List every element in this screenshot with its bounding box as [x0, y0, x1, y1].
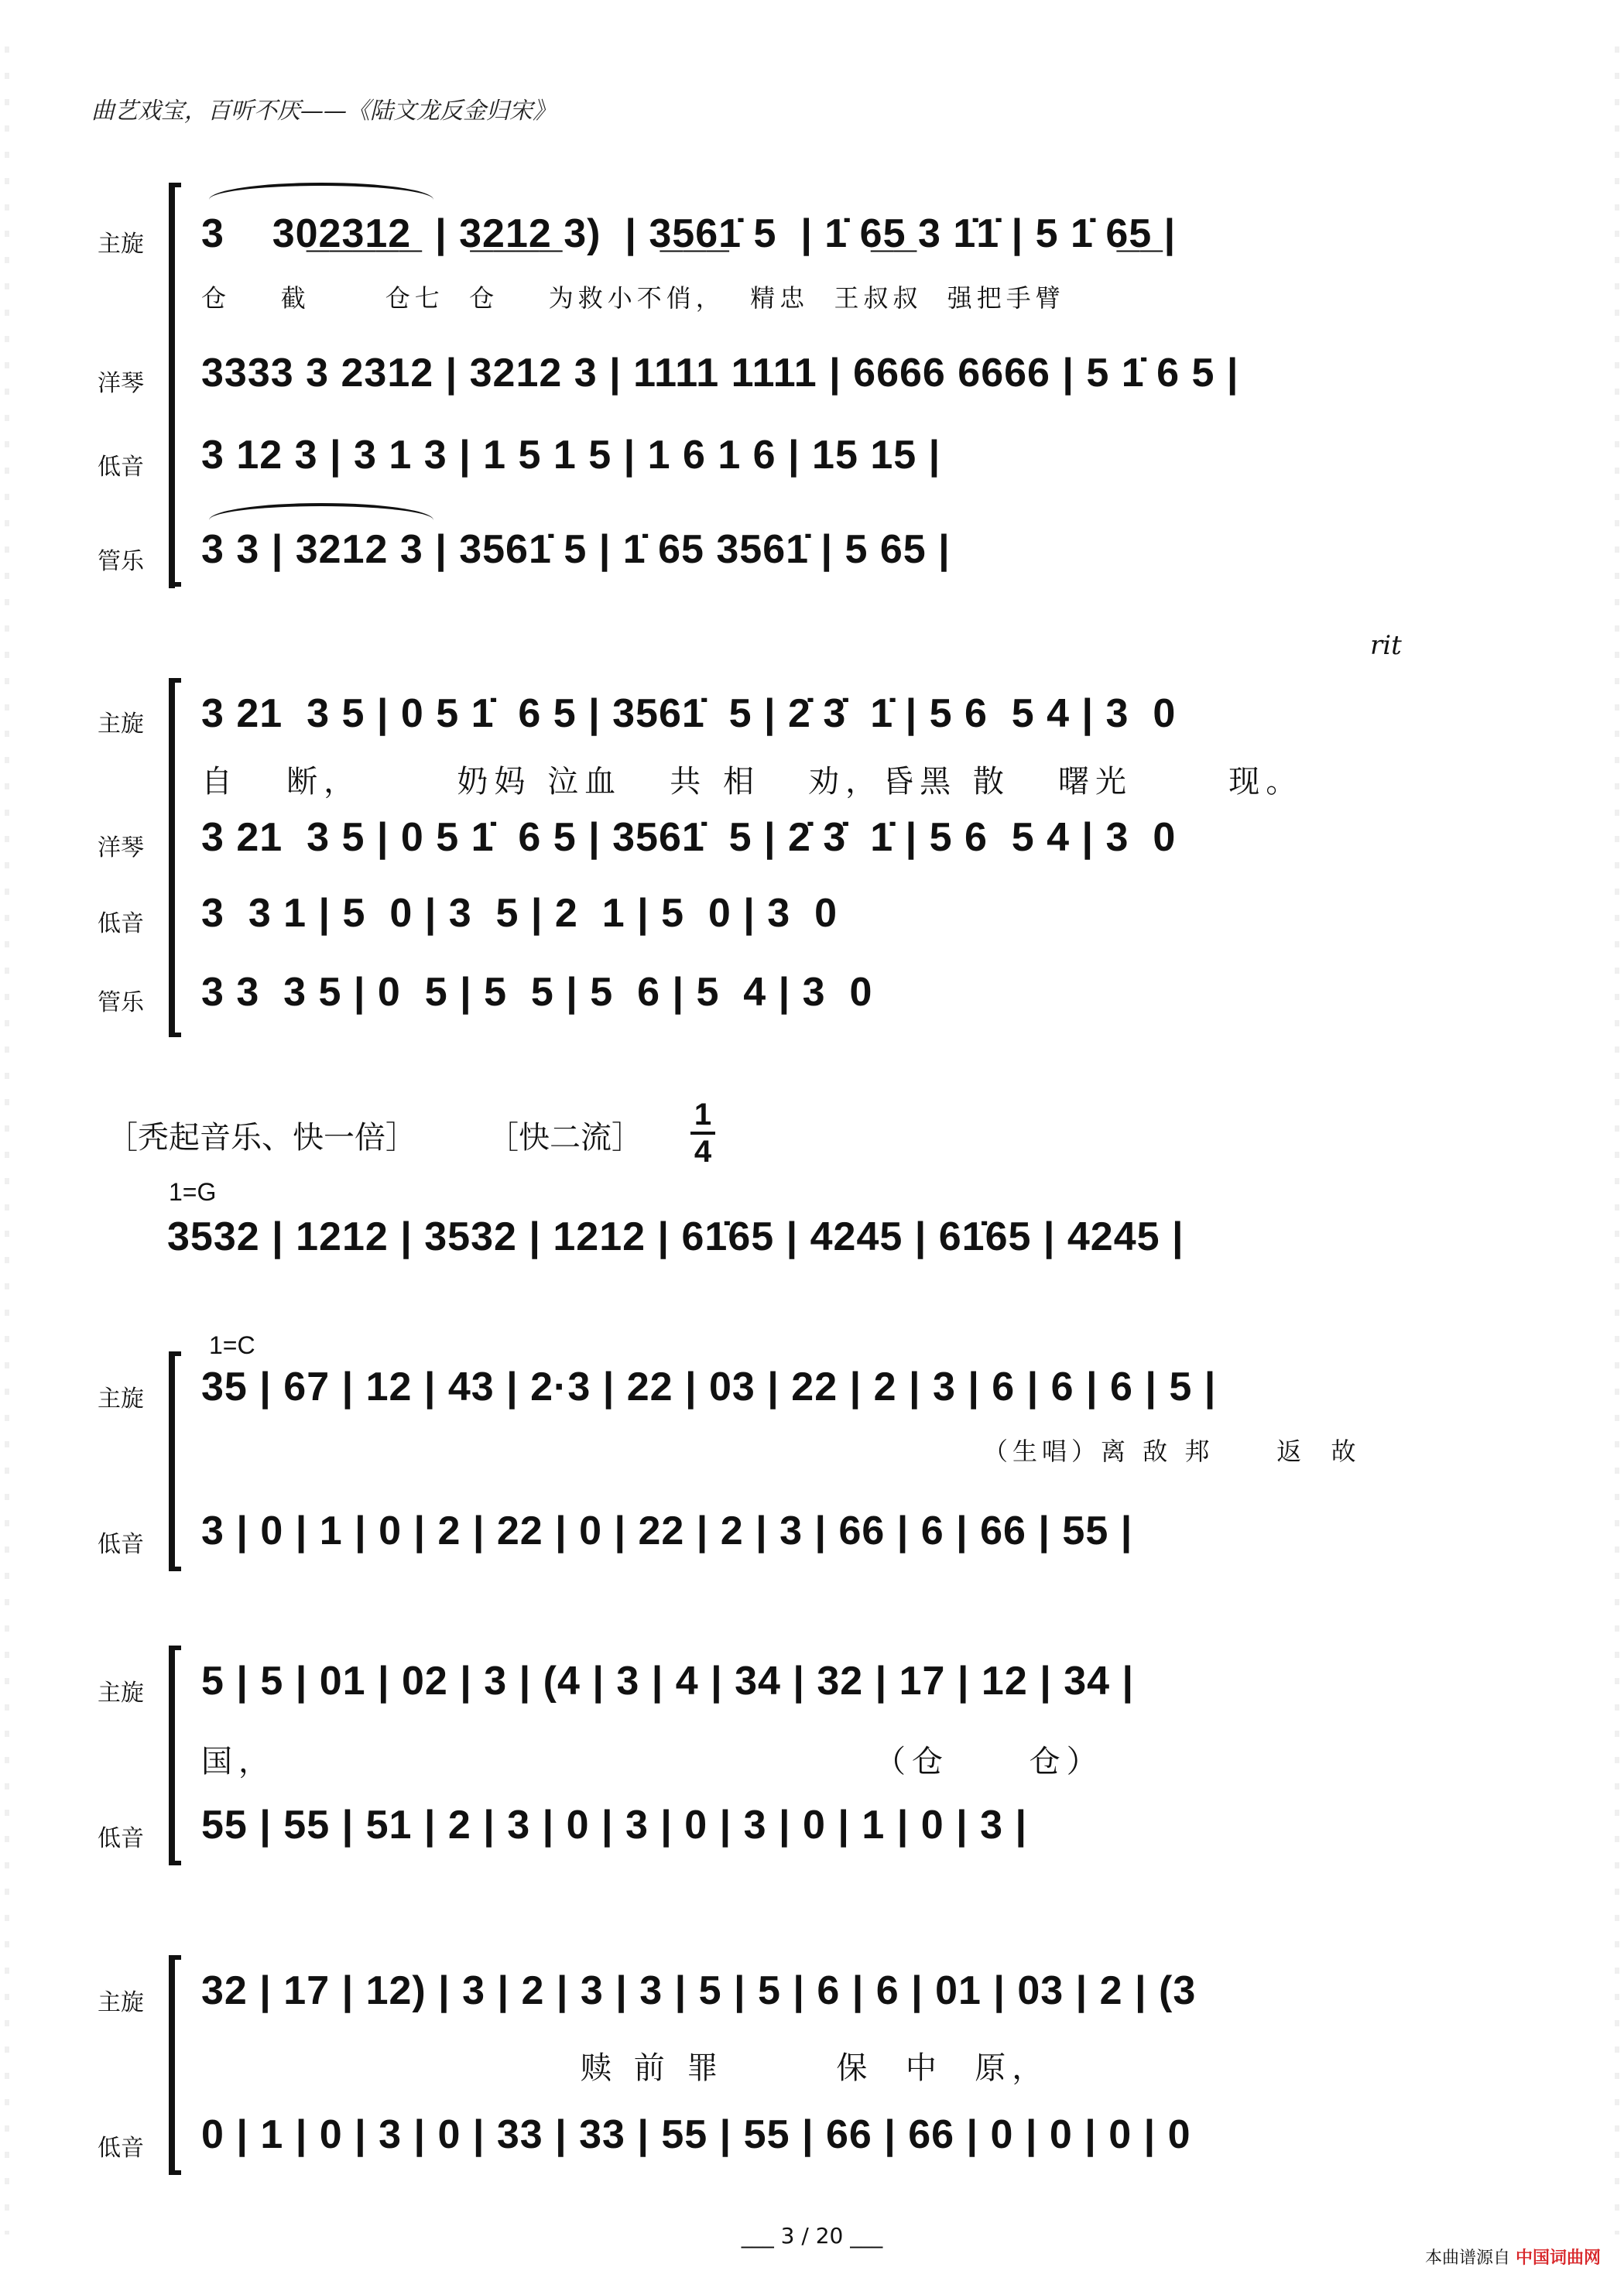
system-5	[85, 1625, 1531, 1873]
system1-yangqin-notes: 3333 3 2312 | 3212 3 | 1111 1111 | 6666 6666 | 5 1̇ 6 5 |	[201, 351, 1239, 396]
tie	[209, 183, 433, 217]
page-header: 曲艺戏宝，百听不厌——《陆文龙反金归宋》	[91, 98, 556, 125]
page-number: ___ 3 / 20 ___	[741, 2223, 883, 2248]
system-1	[85, 178, 1531, 596]
tie	[209, 503, 433, 537]
label-wind: 管乐	[98, 989, 144, 1016]
key-signature-g: 1=G	[169, 1178, 217, 1206]
label-wind: 管乐	[98, 548, 144, 575]
system-6	[85, 1935, 1531, 2183]
label-yangqin: 洋琴	[98, 370, 144, 397]
system5-main-notes: 5 | 5 | 01 | 02 | 3 | (4 | 3 | 4 | 34 | 32 | 17 | 12 | 34 |	[201, 1659, 1135, 1704]
label-main: 主旋	[98, 231, 144, 258]
source-watermark: 本曲谱源自 中国词曲网	[1424, 2248, 1601, 2268]
label-main: 主旋	[98, 1989, 144, 2016]
system6-lyrics: 赎 前 罪 保 中 原，	[581, 2050, 1050, 2086]
label-bass: 低音	[98, 454, 144, 481]
tempo-marker-right: ［快二流］	[488, 1120, 642, 1156]
system2-wind-notes: 3 3 3 5 | 0 5 | 5 5 | 5 6 | 5 4 | 3 0	[201, 970, 873, 1015]
label-bass: 低音	[98, 1531, 144, 1558]
system1-bass-notes: 3 12 3 | 3 1 3 | 1 5 1 5 | 1 6 1 6 | 15 15 |	[201, 433, 941, 478]
system1-wind-notes: 3 3 | 3212 3 | 3561̇ 5 | 1̇ 65 3561̇ | 5 65 |	[201, 527, 951, 572]
section3-notes: 3532 | 1212 | 3532 | 1212 | 61̇65 | 4245 | 61̇65 | 4245 |	[167, 1214, 1184, 1259]
system2-yangqin-notes: 3 21 3 5 | 0 5 1̇ 6 5 | 3561̇ 5 | 2̇ 3̇ 1̇ | 5 6 5 4 | 3 0	[201, 815, 1177, 860]
left-margin-watermark	[5, 46, 9, 2235]
system5-lyrics-2: （仓 仓）	[875, 1744, 1104, 1779]
system2-lyrics: 自 断， 奶妈 泣血 共 相 劝，昏黑 散 曙光 现。	[201, 764, 1304, 800]
label-yangqin: 洋琴	[98, 834, 144, 861]
time-signature: 1 4	[687, 1099, 718, 1167]
label-main: 主旋	[98, 1385, 144, 1413]
system2-main-notes: 3 21 3 5 | 0 5 1̇ 6 5 | 3561̇ 5 | 2̇ 3̇ 1̇ | 5 6 5 4 | 3 0	[201, 691, 1177, 736]
system6-main-notes: 32 | 17 | 12) | 3 | 2 | 3 | 3 | 5 | 5 | 6 | 6 | 01 | 03 | 2 | (3	[201, 1968, 1197, 2013]
system5-bass-notes: 55 | 55 | 51 | 2 | 3 | 0 | 3 | 0 | 3 | 0 | 1 | 0 | 3 |	[201, 1803, 1028, 1848]
system1-main-notes: 3 30̲2̲3̲1̲2̲ | 3̲2̲1̲2̲ 3) | 3̲5̲6̲1̇ 5 | 1̇ 6̲5̲ 3 1̇1̇ | 5 1̇ 6̲5̲ |	[201, 211, 1177, 256]
label-bass: 低音	[98, 2135, 144, 2162]
system4-lyrics: （生唱）离 敌 邦 返 故	[983, 1437, 1361, 1466]
system4-main-notes: 35 | 67 | 12 | 43 | 2·3 | 22 | 03 | 22 | 2 | 3 | 6 | 6 | 6 | 5 |	[201, 1365, 1217, 1409]
label-bass: 低音	[98, 910, 144, 937]
rit-marking: rit	[1370, 630, 1402, 661]
system6-bass-notes: 0 | 1 | 0 | 3 | 0 | 33 | 33 | 55 | 55 | 66 | 66 | 0 | 0 | 0 | 0	[201, 2112, 1191, 2157]
key-signature-c: 1=C	[209, 1331, 255, 1359]
label-main: 主旋	[98, 711, 144, 738]
system4-bass-notes: 3 | 0 | 1 | 0 | 2 | 22 | 0 | 22 | 2 | 3 | 66 | 6 | 66 | 55 |	[201, 1509, 1133, 1553]
system1-lyrics: 仓 截 仓七 仓 为救小不俏， 精忠 王叔叔 强把手臂	[201, 283, 1065, 313]
system-4	[85, 1331, 1531, 1579]
system2-bass-notes: 3 3 1 | 5 0 | 3 5 | 2 1 | 5 0 | 3 0	[201, 891, 838, 936]
system5-lyrics-1: 国，	[201, 1744, 276, 1779]
label-main: 主旋	[98, 1680, 144, 1707]
tempo-marker-left: ［秃起音乐、快一倍］	[107, 1120, 416, 1156]
label-bass: 低音	[98, 1825, 144, 1852]
system-2	[85, 630, 1531, 1037]
right-margin-watermark	[1615, 46, 1619, 2235]
